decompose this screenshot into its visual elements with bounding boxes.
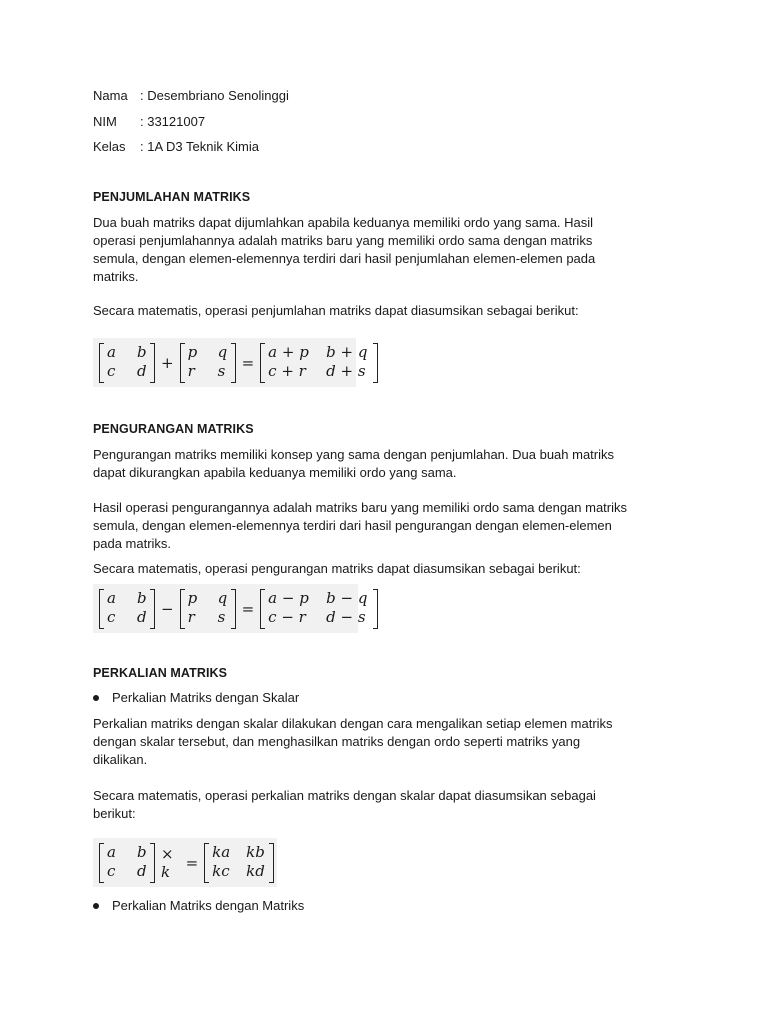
text-line: dengan skalar tersebut, dan menghasilkan matriks dengan ordo seperti matriks yang <box>93 734 581 749</box>
matrix-cell: d <box>137 362 147 380</box>
matrix-cell: c + r <box>268 362 306 380</box>
pengurangan-paragraph-1 <box>93 446 683 482</box>
text-line: operasi penjumlahannya adalah matriks baru yang memiliki ordo sama dengan matriks <box>93 233 593 248</box>
bullet-icon <box>93 695 99 701</box>
heading-perkalian: PERKALIAN MATRIKS <box>93 666 228 680</box>
nim-label: NIM <box>93 114 117 129</box>
text-line: berikut: <box>93 806 136 821</box>
bullet-text: Perkalian Matriks dengan Skalar <box>112 690 300 705</box>
text-line: semula, dengan elemen-elemennya terdiri dari hasil penjumlahan elemen-elemen pada <box>93 251 596 266</box>
matrix-cell: p <box>187 343 198 361</box>
text-line: Perkalian matriks dengan skalar dilakukan dengan cara mengalikan setiap elemen matriks <box>93 716 613 731</box>
matrix-cell: b <box>137 843 147 861</box>
matrix-cell: kb <box>246 843 265 861</box>
heading-penjumlahan: PENJUMLAHAN MATRIKS <box>93 190 251 204</box>
bullet-skalar <box>93 690 299 705</box>
text-line: Pengurangan matriks memiliki konsep yang sama dengan penjumlahan. Dua buah matriks <box>93 447 615 462</box>
text-line: Dua buah matriks dapat dijumlahkan apabila keduanya memiliki ordo yang sama. Hasil <box>93 215 594 230</box>
matrix-result <box>204 843 274 883</box>
equals-sign: = <box>185 853 199 872</box>
matrix-cell: b − q <box>326 589 368 607</box>
pengurangan-paragraph-3: Secara matematis, operasi pengurangan matriks dapat diasumsikan sebagai berikut: <box>93 561 581 576</box>
matrix-cell: a − p <box>268 589 309 607</box>
pengurangan-paragraph-2 <box>93 499 683 553</box>
matrix-cell: c <box>107 862 116 880</box>
matrix-cell: c − r <box>268 608 306 626</box>
times-k-operator: × k <box>161 844 174 881</box>
matrix-cell: s <box>217 362 226 380</box>
matrix-result <box>260 343 378 383</box>
matrix-cell: c <box>107 608 116 626</box>
text-line: dikalikan. <box>93 752 148 767</box>
formula-pengurangan <box>93 584 368 633</box>
matrix-cell: d <box>137 608 147 626</box>
matrix-cell: r <box>187 362 195 380</box>
matrix-cell: ka <box>212 843 231 861</box>
nim-value: : 33121007 <box>140 114 206 129</box>
matrix-cell: b <box>137 589 147 607</box>
plus-operator: + <box>161 353 174 372</box>
penjumlahan-paragraph-2: Secara matematis, operasi penjumlahan matriks dapat diasumsikan sebagai berikut: <box>93 303 579 318</box>
heading-pengurangan: PENGURANGAN MATRIKS <box>93 422 254 436</box>
matrix-cell: a <box>107 589 116 607</box>
penjumlahan-paragraph-1 <box>93 214 683 286</box>
text-line: matriks. <box>93 269 139 284</box>
nim-row <box>93 114 205 129</box>
bullet-matriks <box>93 898 304 913</box>
matrix-b <box>180 343 236 383</box>
nama-value: : Desembriano Senolinggi <box>140 88 289 103</box>
matrix-cell: r <box>187 608 195 626</box>
matrix-cell: kd <box>246 862 265 880</box>
text-line: pada matriks. <box>93 536 172 551</box>
matrix-cell: a <box>107 843 116 861</box>
kelas-value: : 1A D3 Teknik Kimia <box>140 139 259 154</box>
matrix-cell: q <box>217 343 228 361</box>
matrix-cell: a <box>107 343 116 361</box>
matrix-cell: b <box>137 343 147 361</box>
matrix-a <box>99 843 155 883</box>
text-line: semula, dengan elemen-elemennya terdiri dari hasil pengurangan dengan elemen-elemen <box>93 518 612 533</box>
nama-row <box>93 88 289 103</box>
equals-sign: = <box>241 599 255 618</box>
matrix-cell: d + s <box>326 362 366 380</box>
matrix-cell: d <box>137 862 147 880</box>
kelas-row <box>93 139 259 154</box>
formula-penjumlahan <box>93 338 368 387</box>
matrix-result <box>260 589 378 629</box>
matrix-cell: a + p <box>268 343 309 361</box>
nama-label: Nama <box>93 88 128 103</box>
minus-operator: − <box>161 599 174 618</box>
kelas-label: Kelas <box>93 139 126 154</box>
matrix-b <box>180 589 236 629</box>
matrix-a <box>99 343 155 383</box>
perkalian-paragraph-1 <box>93 715 683 769</box>
matrix-cell: b + q <box>326 343 368 361</box>
bullet-icon <box>93 903 99 909</box>
matrix-cell: d − s <box>326 608 366 626</box>
equals-sign: = <box>241 353 255 372</box>
text-line: Hasil operasi pengurangannya adalah matriks baru yang memiliki ordo sama dengan matriks <box>93 500 628 515</box>
matrix-cell: q <box>217 589 228 607</box>
matrix-cell: kc <box>212 862 230 880</box>
text-line: dapat dikurangkan apabila keduanya memiliki ordo yang sama. <box>93 465 457 480</box>
matrix-cell: s <box>217 608 226 626</box>
formula-perkalian-skalar <box>93 838 277 887</box>
perkalian-paragraph-2 <box>93 787 683 823</box>
matrix-a <box>99 589 155 629</box>
text-line: Secara matematis, operasi perkalian matriks dengan skalar dapat diasumsikan sebagai <box>93 788 596 803</box>
bullet-text: Perkalian Matriks dengan Matriks <box>112 898 305 913</box>
matrix-cell: p <box>187 589 198 607</box>
matrix-cell: c <box>107 362 116 380</box>
